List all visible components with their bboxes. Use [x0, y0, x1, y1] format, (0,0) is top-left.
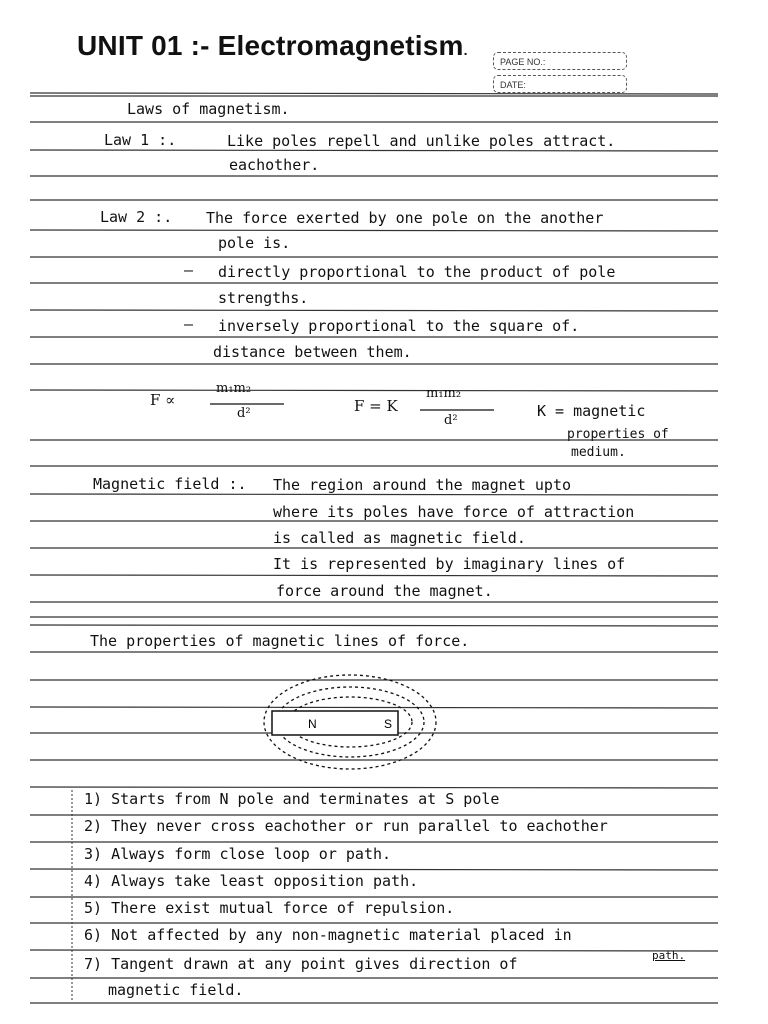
law2-bullet-1-cont: strengths.	[218, 289, 309, 307]
ruled-line	[30, 869, 718, 870]
ruled-line	[30, 93, 718, 94]
k-definition-3: medium.	[571, 445, 626, 460]
law2-bullet-2-cont: distance between them.	[213, 343, 412, 361]
ruled-line	[30, 950, 718, 951]
property-4: 4) Always take least opposition path.	[84, 872, 419, 890]
property-3: 3) Always form close loop or path.	[84, 845, 392, 863]
property-1: 1) Starts from N pole and terminates at S pole	[84, 790, 500, 808]
ruled-line	[30, 390, 718, 391]
law2-bullet-2: inversely proportional to the square of.	[218, 317, 580, 335]
ruled-line	[30, 575, 718, 576]
law2-label: Law 2 :.	[100, 208, 173, 226]
ruled-line	[30, 310, 718, 311]
south-pole-label: S	[384, 717, 393, 731]
magnet-field-diagram	[260, 660, 440, 780]
law2-bullet-1: directly proportional to the product of pole	[218, 263, 616, 281]
ruled-line	[30, 787, 718, 788]
property-7: 7) Tangent drawn at any point gives direction of	[84, 955, 518, 973]
law2-text: The force exerted by one pole on the another	[206, 209, 604, 227]
bar-magnet	[272, 711, 398, 735]
ruled-line	[30, 625, 718, 626]
law1-label: Law 1 :.	[104, 131, 177, 149]
field-line-1: The region around the magnet upto	[273, 476, 572, 494]
field-line-3: is called as magnetic field.	[273, 529, 526, 547]
k-definition-2: properties of	[567, 427, 669, 442]
date-stamp: DATE:	[493, 75, 627, 93]
k-definition-1: K = magnetic	[537, 402, 646, 420]
formula-denominator-2: d²	[444, 413, 458, 428]
north-pole-label: N	[308, 717, 317, 731]
page-title: UNIT 01 :- Electromagnetism.	[77, 30, 468, 61]
law2-dash-2: —	[184, 315, 194, 333]
laws-heading: Laws of magnetism.	[127, 100, 290, 118]
field-line-5: force around the magnet.	[276, 582, 493, 600]
field-label: Magnetic field :.	[93, 475, 247, 493]
field-line-2: where its poles have force of attraction	[273, 503, 635, 521]
property-6: 6) Not affected by any non-magnetic material placed in	[84, 926, 572, 944]
ruled-line	[30, 494, 718, 495]
fraction-bar-2	[420, 408, 496, 412]
property-7-cont: magnetic field.	[108, 981, 244, 999]
property-2: 2) They never cross eachother or run parallel to eachother	[84, 817, 608, 835]
formula-numerator-2: m₁m₂	[426, 386, 462, 401]
field-line-4: It is represented by imaginary lines of	[273, 555, 626, 573]
properties-heading: The properties of magnetic lines of force.	[90, 632, 470, 650]
formula-eq: F = K	[354, 397, 398, 415]
ruled-line	[30, 230, 718, 231]
law1-continuation: eachother.	[229, 156, 320, 174]
formula-numerator: m₁m₂	[216, 381, 252, 396]
law1-text: Like poles repell and unlike poles attract.	[227, 132, 616, 150]
law2-dash-1: —	[184, 261, 194, 279]
property-5: 5) There exist mutual force of repulsion.	[84, 899, 455, 917]
page-no-stamp: PAGE NO.:	[493, 52, 627, 70]
ruled-line	[30, 150, 718, 151]
property-6-path: path.	[652, 949, 686, 962]
formula-denominator: d²	[237, 406, 251, 421]
law2-continuation: pole is.	[218, 234, 291, 252]
formula-prop: F ∝	[150, 391, 176, 409]
